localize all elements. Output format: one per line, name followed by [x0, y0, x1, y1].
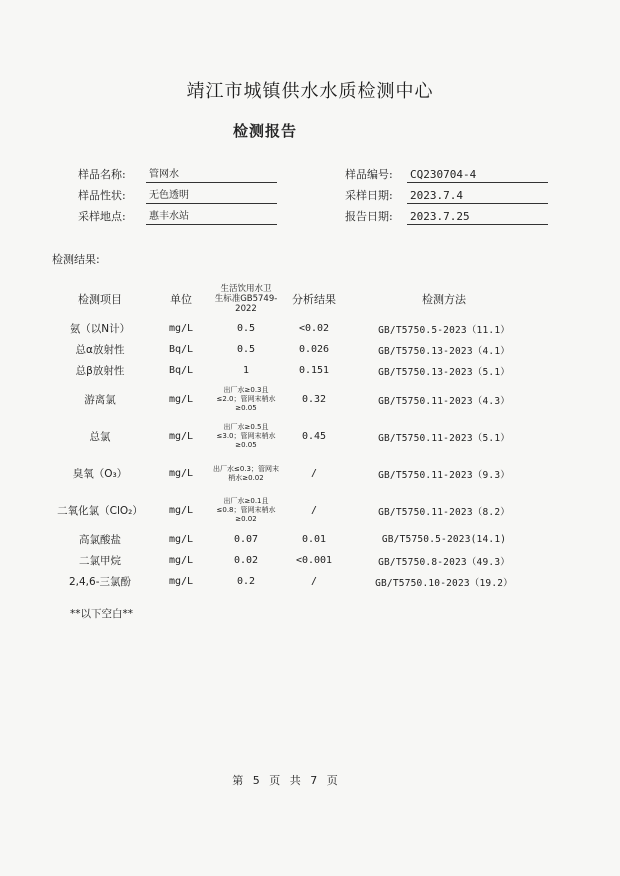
cell-method: GB/T5750.13-2023（5.1） [378, 366, 510, 378]
org-name: 靖江市城镇供水水质检测中心 [186, 81, 434, 102]
table-row [50, 529, 540, 550]
cell-limit: 出厂水≥0.1且≤0.8；管网末梢水≥0.02 [216, 497, 276, 523]
cell-item: 二氯甲烷 [79, 555, 121, 567]
cell-unit: Bq/L [168, 344, 194, 355]
sample-name-label: 样品名称: [78, 168, 126, 181]
cell-limit: 0.02 [233, 555, 259, 566]
cell-unit: Bq/L [168, 365, 194, 376]
cell-method: GB/T5750.11-2023（5.1） [378, 432, 510, 444]
sampling-date-value: 2023.7.4 [407, 188, 548, 204]
report-date-value: 2023.7.25 [407, 209, 548, 225]
header-limit-line1: 生活饮用水卫 [220, 284, 272, 294]
sampling-date-field [345, 188, 550, 204]
results-label: 检测结果: [52, 253, 100, 266]
cell-method: GB/T5750.13-2023（4.1） [378, 345, 510, 357]
header-limit-line2: 生标准GB5749- [214, 294, 278, 304]
cell-item: 臭氧（O₃） [72, 468, 128, 480]
end-of-content-note: **以下空白** [70, 608, 133, 620]
sampling-site-label: 采样地点: [78, 210, 126, 223]
header-limit [212, 280, 280, 318]
sample-name-value: 管网水 [146, 167, 277, 183]
sample-state-field [78, 188, 278, 204]
cell-result: 0.32 [301, 394, 327, 405]
cell-unit: mg/L [168, 505, 194, 516]
table-row [50, 492, 540, 529]
page-gong: 共 [289, 774, 301, 787]
cell-limit: 出厂水≥0.3且≤2.0；管网末梢水≥0.05 [216, 386, 276, 412]
cell-limit: 0.07 [233, 534, 259, 545]
cell-unit: mg/L [168, 431, 194, 442]
cell-item: 总α放射性 [75, 344, 125, 356]
report-title: 检测报告 [232, 122, 297, 140]
table-row [50, 550, 540, 571]
page-ye: 页 [269, 774, 281, 787]
cell-method: GB/T5750.11-2023（9.3） [378, 469, 510, 481]
results-table [50, 280, 540, 592]
sampling-date-label: 采样日期: [345, 189, 393, 202]
report-date-field [345, 209, 550, 225]
cell-limit: 0.5 [236, 344, 256, 355]
sample-state-value: 无色透明 [146, 188, 277, 204]
total-pages: 7 [310, 774, 318, 787]
cell-method: GB/T5750.5-2023(14.1) [381, 534, 507, 545]
cell-item: 总β放射性 [75, 365, 125, 377]
sample-id-value: CQ230704-4 [407, 167, 548, 183]
cell-item: 总氯 [89, 431, 111, 443]
table-row [50, 571, 540, 592]
report-date-label: 报告日期: [345, 210, 393, 223]
header-method: 检测方法 [422, 293, 466, 306]
cell-unit: mg/L [168, 534, 194, 545]
cell-result: / [310, 505, 318, 516]
table-header-row [50, 280, 540, 318]
cell-limit: 1 [242, 365, 250, 376]
table-row [50, 339, 540, 360]
page-ye2: 页 [326, 774, 338, 787]
sample-state-label: 样品性状: [78, 189, 126, 202]
cell-unit: mg/L [168, 468, 194, 479]
cell-limit: 出厂水≤0.3；管网末梢水≥0.02 [213, 464, 279, 482]
cell-result: 0.026 [298, 344, 330, 355]
header-result: 分析结果 [292, 293, 336, 306]
page-di: 第 [232, 774, 244, 787]
cell-result: / [310, 576, 318, 587]
cell-limit: 0.5 [236, 323, 256, 334]
sampling-site-field [78, 209, 278, 225]
table-row [50, 318, 540, 339]
cell-item: 二氧化氯（ClO₂） [57, 505, 143, 517]
cell-item: 高氯酸盐 [79, 534, 121, 546]
cell-item: 游离氯 [84, 394, 116, 406]
cell-method: GB/T5750.8-2023（49.3） [378, 556, 510, 568]
cell-unit: mg/L [168, 394, 194, 405]
cell-method: GB/T5750.5-2023（11.1） [378, 324, 510, 336]
cell-result: / [310, 468, 318, 479]
cell-unit: mg/L [168, 576, 194, 587]
current-page: 5 [252, 774, 260, 787]
cell-result: 0.45 [301, 431, 327, 442]
cell-unit: mg/L [168, 323, 194, 334]
sample-id-label: 样品编号: [345, 168, 393, 181]
header-limit-line3: 2022 [235, 304, 257, 314]
cell-unit: mg/L [168, 555, 194, 566]
cell-result: 0.01 [301, 534, 327, 545]
cell-result: <0.02 [298, 323, 330, 334]
sample-id-field [345, 167, 550, 183]
cell-limit: 出厂水≥0.5且≤3.0；管网末梢水≥0.05 [216, 423, 276, 449]
cell-limit: 0.2 [236, 576, 256, 587]
table-row [50, 360, 540, 381]
sample-name-field [78, 167, 278, 183]
sampling-site-value: 惠丰水站 [146, 209, 277, 225]
table-row [50, 418, 540, 455]
cell-item: 氨（以N计） [69, 323, 131, 335]
cell-method: GB/T5750.11-2023（4.3） [378, 395, 510, 407]
header-unit: 单位 [170, 293, 192, 306]
cell-item: 2,4,6-三氯酚 [68, 576, 131, 588]
cell-method: GB/T5750.11-2023（8.2） [378, 506, 510, 518]
header-item: 检测项目 [78, 293, 122, 306]
table-row [50, 381, 540, 418]
cell-method: GB/T5750.10-2023（19.2） [375, 577, 513, 589]
table-row [50, 455, 540, 492]
cell-result: <0.001 [295, 555, 333, 566]
page-number [0, 772, 570, 788]
cell-result: 0.151 [298, 365, 330, 376]
